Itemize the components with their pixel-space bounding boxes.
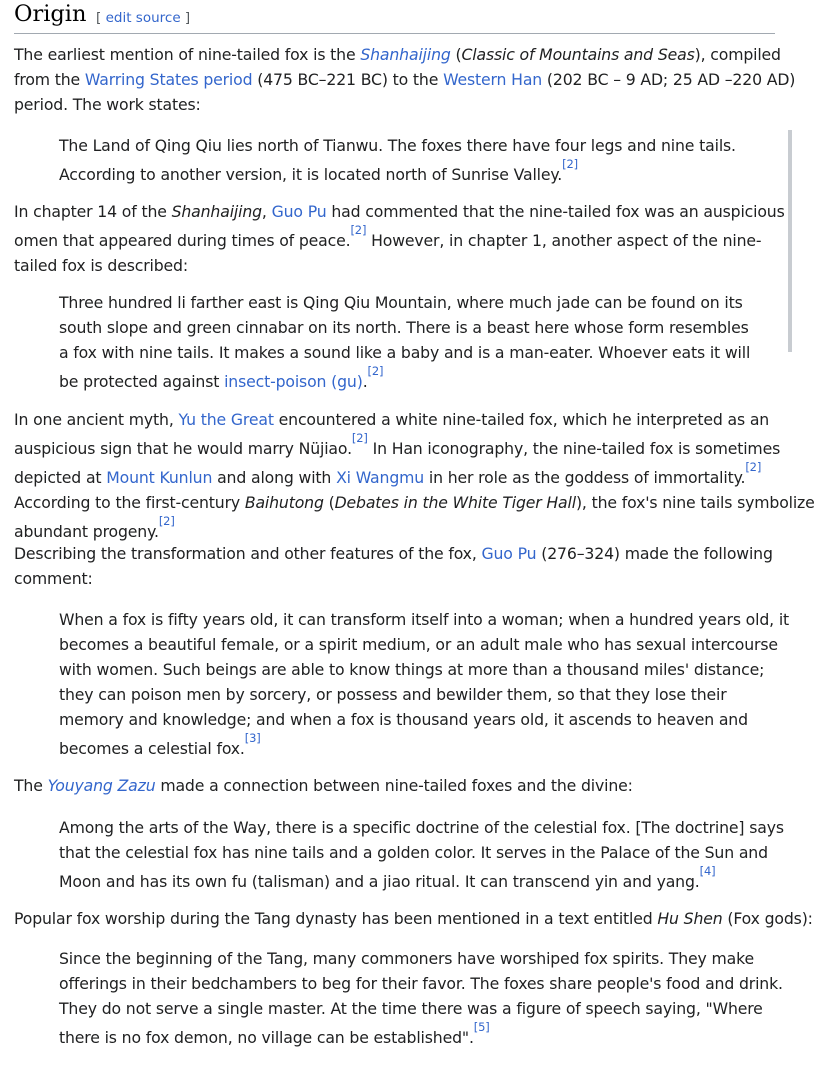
wiki-link[interactable]: Shanhaijing: [360, 45, 451, 64]
text-span: (: [323, 493, 335, 513]
text-span: and along with: [212, 468, 337, 488]
text-line: [59, 840, 784, 865]
wiki-link[interactable]: Yu the Great: [178, 410, 274, 429]
text-line: [59, 865, 784, 894]
text-span: (475 BC–221 BC) to the: [252, 70, 444, 89]
paragraph: [14, 199, 785, 278]
text-span: becomes a celestial fox.: [59, 739, 245, 759]
citation-link[interactable]: [4]: [699, 864, 716, 878]
text-span: They do not serve a single master. At the time there was a figure of speech saying, "Where: [59, 999, 763, 1018]
wiki-link[interactable]: insect-poison (gu): [224, 372, 363, 392]
citation-link[interactable]: [2]: [745, 460, 762, 475]
edit-source-link[interactable]: edit source: [105, 10, 181, 26]
italic-text: Baihutong: [244, 493, 324, 513]
citation-link[interactable]: [2]: [562, 157, 578, 171]
paragraph: [14, 541, 773, 591]
text-span: auspicious sign that he would marry Nüjiao.: [14, 439, 352, 459]
text-line: [14, 407, 815, 432]
text-span: be protected against: [59, 372, 225, 392]
text-span: they can poison men by sorcery, or possess and bewilder them, so that they lose their: [59, 685, 727, 704]
scrollbar[interactable]: [788, 130, 792, 352]
text-line: [14, 199, 785, 224]
citation-link[interactable]: [2]: [367, 364, 384, 378]
edit-bracket-open: [: [96, 10, 102, 26]
text-span: Moon and has its own fu (talisman) and a jiao ritual. It can transcend yin and yang.: [59, 872, 700, 892]
text-span: Three hundred li farther east is Qing Qiu Mountain, where much jade can be found on its: [59, 293, 743, 312]
text-span: omen that appeared during times of peace.: [14, 231, 351, 251]
italic-text: Debates in the White Tiger Hall: [334, 493, 576, 513]
text-line: [59, 133, 736, 158]
blockquote: [59, 290, 750, 394]
text-span: encountered a white nine-tailed fox, which he interpreted as an: [273, 410, 770, 429]
wiki-link[interactable]: Xi Wangmu: [336, 468, 425, 488]
text-span: offerings in their bedchambers to beg for their favor. The foxes share people's food and drink.: [59, 974, 783, 993]
text-line: [14, 253, 785, 278]
text-span: south slope and green cinnabar on its north. There is a beast here whose form resembles: [59, 318, 749, 337]
text-line: [14, 42, 795, 67]
text-span: period. The work states:: [14, 95, 201, 114]
wiki-link[interactable]: Guo Pu: [481, 544, 537, 563]
paragraph: [14, 906, 813, 931]
text-span: comment:: [14, 569, 93, 588]
text-span: In chapter 14 of the: [14, 202, 172, 221]
text-span: (202 BC – 9 AD; 25 AD –220 AD): [542, 70, 796, 89]
text-line: [59, 607, 789, 632]
paragraph: [14, 773, 633, 798]
section-title: Origin: [14, 1, 87, 27]
text-span: tailed fox is described:: [14, 256, 188, 276]
text-line: [59, 340, 750, 365]
citation-link[interactable]: [2]: [350, 223, 367, 237]
text-span: (Fox gods):: [722, 909, 813, 928]
text-span: The: [14, 776, 48, 795]
text-line: [14, 432, 815, 461]
text-span: .: [362, 372, 368, 392]
text-line: [14, 224, 785, 253]
edit-bracket-close: ]: [184, 10, 191, 26]
text-span: Describing the transformation and other features of the fox,: [14, 544, 482, 563]
italic-text: Classic of Mountains and Seas: [461, 45, 695, 64]
text-line: [59, 632, 789, 657]
text-line: [14, 92, 795, 117]
text-span: (276–324) made the following: [536, 544, 773, 563]
paragraph: [14, 407, 815, 545]
text-line: [14, 566, 773, 591]
text-line: [59, 682, 789, 707]
text-line: [59, 732, 789, 761]
text-span: ,: [261, 202, 272, 221]
italic-text: Hu Shen: [657, 909, 723, 928]
wiki-link[interactable]: Guo Pu: [271, 202, 327, 221]
wiki-link[interactable]: Warring States period: [84, 70, 253, 89]
text-line: [59, 815, 784, 840]
text-span: According to another version, it is located north of Sunrise Valley.: [59, 165, 563, 185]
text-line: [14, 461, 815, 490]
citation-link[interactable]: [2]: [351, 431, 368, 445]
blockquote: [59, 133, 736, 187]
section-heading: [14, 0, 775, 34]
text-line: [59, 946, 783, 971]
text-line: [59, 707, 789, 732]
text-span: In Han iconography, the nine-tailed fox is sometimes: [367, 439, 781, 459]
text-line: [59, 365, 750, 394]
italic-text: Shanhaijing: [171, 202, 262, 221]
text-line: [59, 657, 789, 682]
text-span: Since the beginning of the Tang, many commoners have worshiped fox spirits. They make: [59, 949, 754, 968]
text-line: [14, 67, 795, 92]
text-line: [59, 996, 783, 1021]
text-span: had commented that the nine-tailed fox was an auspicious: [326, 202, 785, 221]
text-line: [59, 971, 783, 996]
text-line: [59, 1021, 783, 1050]
blockquote: [59, 946, 783, 1050]
citation-link[interactable]: [3]: [244, 731, 261, 745]
text-span: Popular fox worship during the Tang dynasty has been mentioned in a text entitled: [14, 909, 658, 928]
edit-section-link: [96, 10, 190, 26]
text-span: According to the first-century: [14, 493, 245, 513]
text-line: [14, 773, 633, 798]
text-span: abundant progeny.: [14, 522, 159, 542]
text-span: that the celestial fox has nine tails and a golden color. It serves in the Palace of the Sun and: [59, 843, 768, 862]
text-span: made a connection between nine-tailed foxes and the divine:: [155, 776, 633, 795]
text-span: from the: [14, 70, 85, 89]
citation-link[interactable]: [5]: [473, 1020, 490, 1034]
text-span: (: [450, 45, 462, 64]
text-span: memory and knowledge; and when a fox is thousand years old, it ascends to heaven and: [59, 710, 748, 729]
text-line: [59, 290, 750, 315]
text-span: with women. Such beings are able to know things at more than a thousand miles' distance;: [59, 660, 765, 679]
citation-link[interactable]: [2]: [158, 514, 175, 529]
blockquote: [59, 815, 784, 894]
text-span: In one ancient myth,: [14, 410, 179, 429]
wiki-link[interactable]: Western Han: [443, 70, 543, 89]
text-span: ), compiled: [694, 45, 781, 64]
blockquote: [59, 607, 789, 761]
wiki-link[interactable]: Mount Kunlun: [106, 468, 213, 488]
text-line: [14, 490, 815, 515]
text-span: a fox with nine tails. It makes a sound like a baby and is a man-eater. Whoever eats it will: [59, 343, 751, 362]
text-span: ), the fox's nine tails symbolize: [575, 493, 815, 513]
text-span: However, in chapter 1, another aspect of the nine-: [366, 231, 762, 251]
text-line: [59, 315, 750, 340]
text-line: [14, 906, 813, 931]
text-span: Among the arts of the Way, there is a specific doctrine of the celestial fox. [The doctrine] says: [59, 818, 784, 837]
text-line: [59, 158, 736, 187]
text-span: in her role as the goddess of immortality.: [424, 468, 746, 488]
text-span: depicted at: [14, 468, 107, 488]
text-span: When a fox is fifty years old, it can transform itself into a woman; when a hundred years old, it: [59, 610, 790, 629]
text-line: [14, 541, 773, 566]
text-span: there is no fox demon, no village can be established".: [59, 1028, 474, 1048]
text-span: becomes a beautiful female, or a spirit medium, or an adult male who has sexual intercourse: [59, 635, 778, 654]
wiki-link[interactable]: Youyang Zazu: [47, 776, 156, 795]
text-span: The Land of Qing Qiu lies north of Tianwu. The foxes there have four legs and nine tails.: [59, 136, 736, 155]
text-span: The earliest mention of nine-tailed fox is the: [14, 45, 361, 64]
paragraph: [14, 42, 795, 117]
